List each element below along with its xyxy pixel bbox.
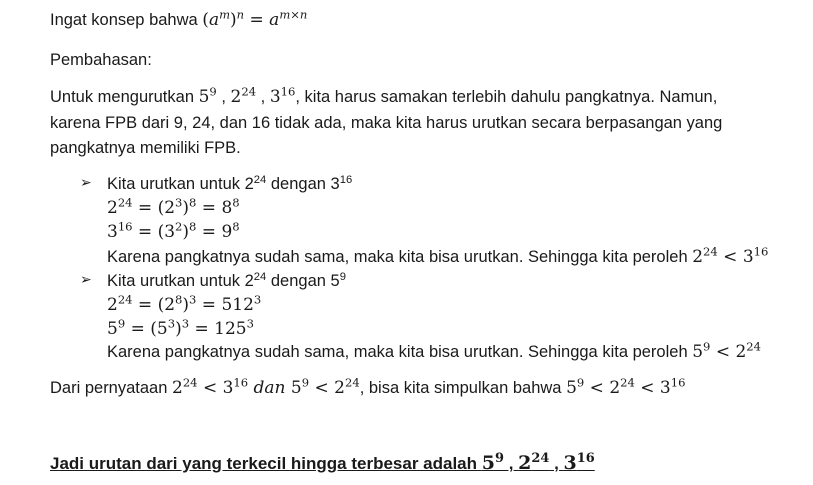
arrow-bullet-icon: ➢ — [80, 271, 92, 287]
concept-text: Ingat konsep bahwa — [50, 11, 198, 29]
summary-line: Dari pernyataan $2^{24} < 3^{16}$ dan $5^9 < 2^{24}$, bisa kita simpulkan bahwa $5^9 < 2^{24} < 3^{16}$ — [50, 375, 686, 398]
comparison-1-title: Kita urutkan untuk $2^{24}$ dengan $3^{16}$ — [107, 173, 353, 193]
final-answer: Jadi urutan dari yang terkecil hingga terbesar adalah $5^9$ , $2^{24}$ , $3^{16}$ — [50, 450, 595, 474]
concept-line — [50, 9, 307, 31]
arrow-bullet-icon: ➢ — [80, 174, 92, 190]
comparison-2-equation-1: $2^{24} = (2^8)^3 = 512^3$ — [107, 292, 262, 315]
section-title: Pembahasan: — [50, 51, 152, 69]
intro-line-1: Untuk mengurutkan $5^9$ , $2^{24}$ , $3^{16}$, kita harus samakan terlebih dahulu pangkatnya. Namun, — [50, 84, 718, 107]
comparison-1-conclusion: Karena pangkatnya sudah sama, maka kita bisa urutkan. Sehingga kita peroleh $2^{24} < 3^{16}$ — [107, 244, 769, 267]
comparison-2-conclusion: Karena pangkatnya sudah sama, maka kita bisa urutkan. Sehingga kita peroleh $5^9 < 2^{24}$ — [107, 339, 761, 362]
comparison-2-title: Kita urutkan untuk $2^{24}$ dengan $5^9$ — [107, 270, 346, 290]
comparison-2-equation-2: $5^9 = (5^3)^3 = 125^3$ — [107, 316, 254, 339]
concept-formula: $(a^m)^n = a^{m\times n}$ — [202, 7, 308, 30]
comparison-1-equation-2: $3^{16} = (3^2)^8 = 9^8$ — [107, 219, 240, 242]
intro-line-2: karena FPB dari 9, 24, dan 16 tidak ada, maka kita harus urutkan secara berpasangan yang — [50, 114, 723, 132]
intro-line-3: pangkatnya memiliki FPB. — [50, 139, 241, 157]
comparison-1-equation-1: $2^{24} = (2^3)^8 = 8^8$ — [107, 195, 240, 218]
